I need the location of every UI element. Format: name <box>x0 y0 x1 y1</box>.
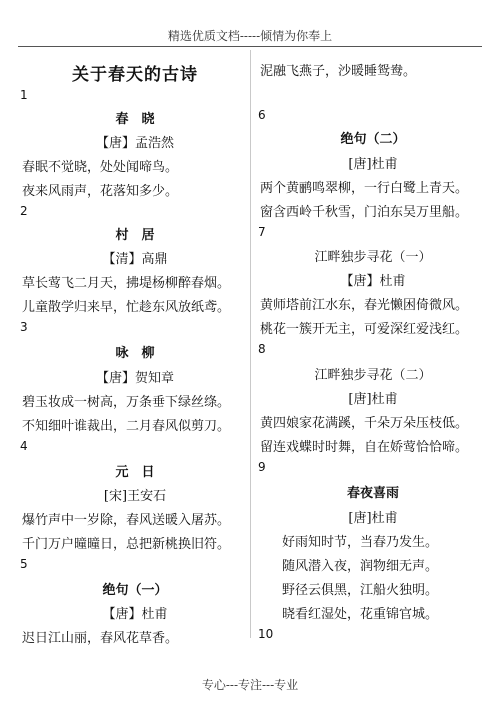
poem-line: 春眠不觉晓，处处闻啼鸟。 <box>22 160 179 175</box>
poem-line: 泥融飞燕子，沙暖睡鸳鸯。 <box>260 64 417 79</box>
poem-line: 黄四娘家花满蹊，千朵万朵压枝低。 <box>260 416 469 431</box>
poem-title: 咏 柳 <box>115 346 155 361</box>
poem-number: 9 <box>258 460 266 474</box>
poem-line: 晓看红湿处，花重锦官城。 <box>282 607 439 622</box>
page-footer: 专心---专注---专业 <box>201 678 299 692</box>
poem-number: 3 <box>20 320 28 334</box>
poem-author: [宋]王安石 <box>103 489 167 504</box>
poem-number: 2 <box>20 204 28 218</box>
poem-author: 【唐】贺知章 <box>95 371 174 386</box>
poem-line: 迟日江山丽，春风花草香。 <box>22 631 179 646</box>
poem-title: 元 日 <box>115 465 155 480</box>
poem-line: 野径云俱黑，江船火独明。 <box>282 583 439 598</box>
poem-number: 4 <box>20 439 28 453</box>
poem-title: 村 居 <box>115 228 155 243</box>
poem-title: 江畔独步寻花（二） <box>314 368 432 383</box>
poem-line: 留连戏蝶时时舞，自在娇莺恰恰啼。 <box>260 440 469 455</box>
poem-author: 【唐】孟浩然 <box>95 136 174 151</box>
poem-line: 千门万户曈曈日，总把新桃换旧符。 <box>22 537 231 552</box>
poem-line: 爆竹声中一岁除，春风送暖入屠苏。 <box>22 513 231 528</box>
poem-line: 草长莺飞二月天，拂堤杨柳醉春烟。 <box>22 276 231 291</box>
poem-line: 黄师塔前江水东，春光懒困倚微风。 <box>260 298 469 313</box>
poem-line: 夜来风雨声，花落知多少。 <box>22 184 179 199</box>
poem-line: 窗含西岭千秋雪，门泊东吴万里船。 <box>260 205 469 220</box>
poem-author: 【唐】杜甫 <box>102 607 168 622</box>
poem-author: 【唐】杜甫 <box>340 274 406 289</box>
poem-line: 碧玉妆成一树高，万条垂下绿丝绦。 <box>22 395 231 410</box>
poem-number: 1 <box>20 88 28 102</box>
page-header: 精选优质文档-----倾情为你奉上 <box>167 29 333 43</box>
poem-author: [唐]杜甫 <box>348 392 398 407</box>
poem-title: 绝句（一） <box>102 583 168 598</box>
poem-author: [唐]杜甫 <box>348 157 398 172</box>
poem-line: 不知细叶谁裁出，二月春风似剪刀。 <box>22 419 231 434</box>
document-title: 关于春天的古诗 <box>72 65 198 85</box>
poem-title: 春 晓 <box>115 112 155 127</box>
poem-line: 好雨知时节，当春乃发生。 <box>282 535 439 550</box>
poem-line: 两个黄鹂鸣翠柳，一行白鹭上青天。 <box>260 181 469 196</box>
poem-line: 儿童散学归来早，忙趁东风放纸鸢。 <box>22 300 231 315</box>
poem-number: 10 <box>258 627 274 641</box>
column-divider <box>250 50 251 638</box>
poem-title: 江畔独步寻花（一） <box>314 250 432 265</box>
poem-author: [唐]杜甫 <box>348 511 398 526</box>
header-rule <box>18 46 482 47</box>
poem-title: 绝句（二） <box>340 132 406 147</box>
poem-author: 【清】高鼎 <box>102 252 168 267</box>
poem-number: 7 <box>258 225 266 239</box>
poem-line: 随风潜入夜，润物细无声。 <box>282 559 439 574</box>
poem-number: 8 <box>258 342 266 356</box>
poem-number: 5 <box>20 557 28 571</box>
poem-title: 春夜喜雨 <box>346 486 399 501</box>
poem-line: 桃花一簇开无主，可爱深红爱浅红。 <box>260 322 469 337</box>
poem-number: 6 <box>258 108 266 122</box>
